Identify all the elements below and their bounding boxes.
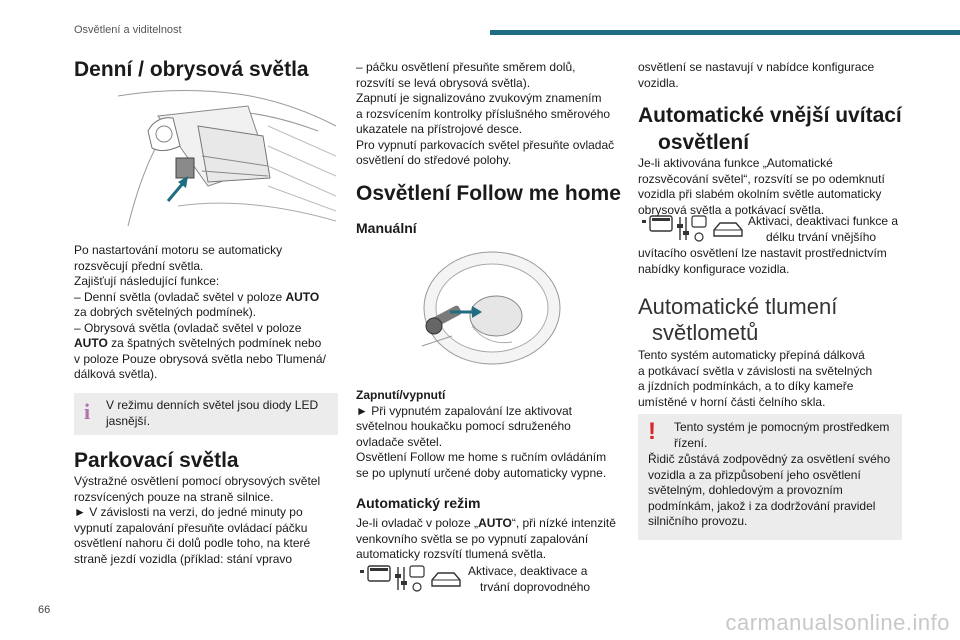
warning-note: ! Tento systém je pomocným prostředkem řízení. Řidič zůstává zodpovědný za osvětlení svého vozidla a za přizpůsobení jeho osvětlení světelným, dohledovým a provozním podmínkám, jakož i za dodržování pravidel silničního provozu. xyxy=(638,414,902,540)
heading-daytime-lights: Denní / obrysová světla xyxy=(74,58,309,81)
settings-panel-icon xyxy=(677,216,706,241)
page-number: 66 xyxy=(38,604,51,616)
paragraph: Po nastartování motoru se automaticky xyxy=(74,243,283,257)
config-icons xyxy=(638,214,748,244)
paragraph: rozsvěcují přední světla. xyxy=(74,258,204,273)
car-icon xyxy=(714,223,742,236)
steering-stalk-illustration xyxy=(412,246,562,376)
heading-auto-dimming: Automatické tlumení světlometů xyxy=(638,294,838,345)
warning-icon: ! xyxy=(648,418,656,445)
subheading-manual: Manuální xyxy=(356,220,417,236)
config-icons xyxy=(356,564,466,594)
watermark: carmanualsonline.info xyxy=(725,610,950,635)
subheading-on-off: Zapnutí/vypnutí xyxy=(356,388,446,402)
car-icon xyxy=(432,573,460,586)
heading-parking-lights: Parkovací světla xyxy=(74,449,239,472)
heading-follow-me-home: Osvětlení Follow me home xyxy=(356,182,621,205)
list-item-cont: v poloze Pouze obrysová světla nebo Tlumená/ xyxy=(74,351,326,366)
heading-welcome-lighting: Automatické vnější uvítací osvětlení xyxy=(638,104,902,154)
subheading-auto-mode: Automatický režim xyxy=(356,495,481,511)
info-icon: i xyxy=(84,399,91,424)
paragraph: Zajišťují následující funkce: xyxy=(74,274,220,288)
list-item: – Obrysová světla (ovladač světel v poloze xyxy=(74,320,302,335)
list-item-cont: AUTO za špatných světelných podmínek nebo xyxy=(74,336,322,350)
list-item-cont: dálková světla). xyxy=(74,367,158,381)
screen-icon xyxy=(642,216,672,231)
header-accent-bar xyxy=(490,30,960,35)
settings-panel-icon xyxy=(395,566,424,591)
list-item-cont: za dobrých světelných podmínek). xyxy=(74,305,257,319)
screen-icon xyxy=(360,566,390,581)
list-item: – Denní světla (ovladač světel v poloze AUTO xyxy=(74,289,320,304)
running-header: Osvětlení a viditelnost xyxy=(74,24,182,36)
info-note: i V režimu denních světel jsou diody LED jasnější. xyxy=(74,393,338,435)
headlight-illustration xyxy=(118,86,336,232)
